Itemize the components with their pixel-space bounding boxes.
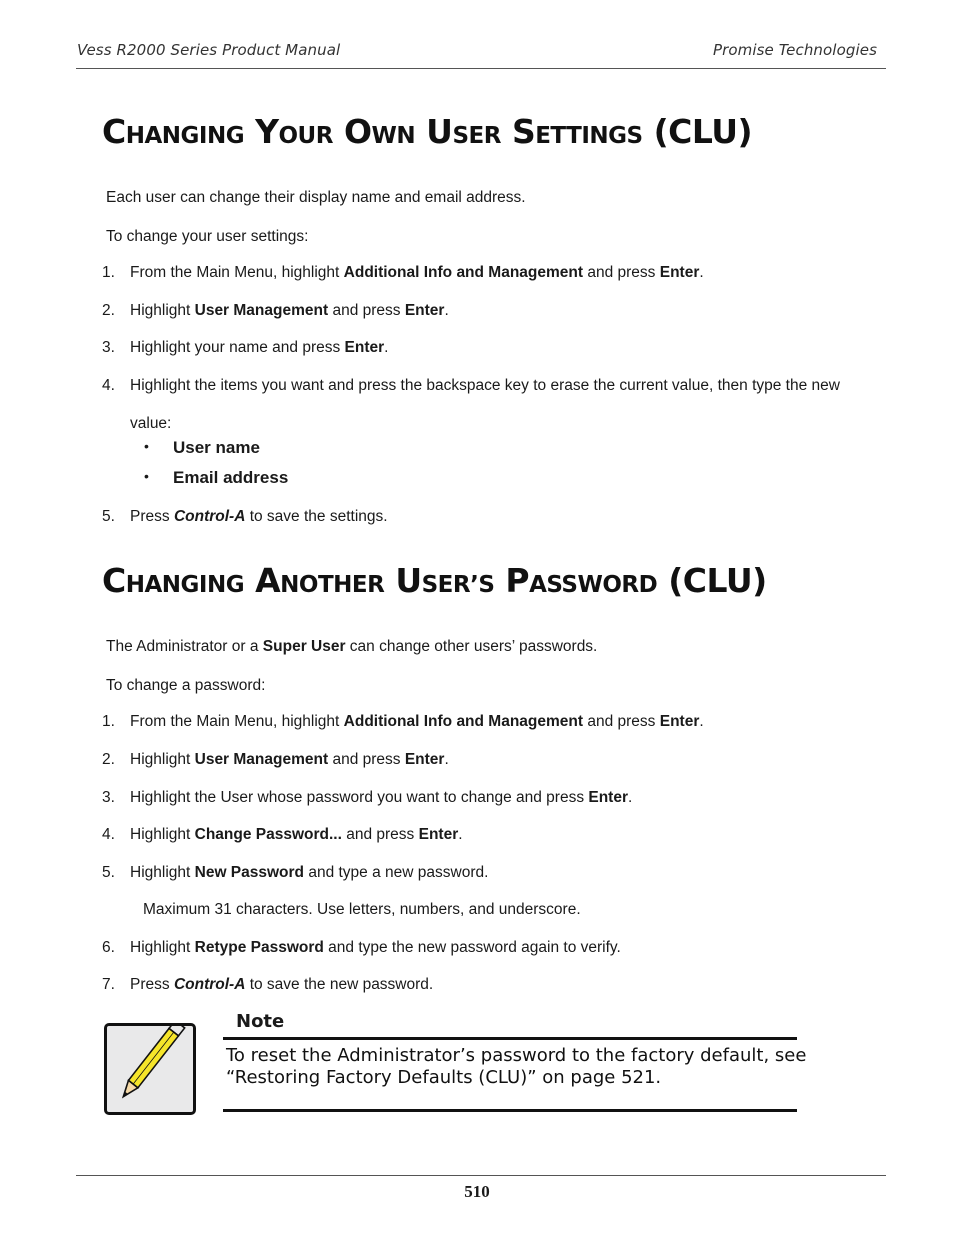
running-header-title: Vess R2000 Series Product Manual: [77, 41, 341, 59]
note-title: Note: [236, 1011, 285, 1032]
note-bottom-rule: [223, 1109, 797, 1112]
step-5-detail: Maximum 31 characters. Use letters, numbers, and underscore.: [143, 901, 581, 918]
step-1: 1. From the Main Menu, highlight Additional Info and Management and press Enter.: [102, 264, 704, 281]
page-number: 510: [464, 1182, 490, 1201]
footer-rule: [76, 1175, 886, 1176]
section-title-own-settings: CHANGING YOUR OWN USER SETTINGS (CLU): [102, 112, 753, 151]
step-4: 4. Highlight the items you want and press the backspace key to erase the current value, then type the new: [102, 377, 840, 394]
step-7: 7. Press Control-A to save the new password.: [102, 976, 434, 993]
step-2: 2. Highlight User Management and press Enter.: [102, 751, 449, 768]
lead-paragraph: To change your user settings:: [106, 228, 309, 245]
note-body: [226, 1045, 806, 1089]
header-rule: [76, 68, 886, 69]
intro-paragraph: Each user can change their display name and email address.: [106, 189, 526, 206]
lead-paragraph-2: To change a password:: [106, 677, 266, 694]
step-6: 6. Highlight Retype Password and type the new password again to verify.: [102, 939, 621, 956]
step-3: 3. Highlight your name and press Enter.: [102, 339, 389, 356]
bullet-user-name: • User name: [144, 438, 260, 457]
step-2: 2. Highlight User Management and press Enter.: [102, 302, 449, 319]
step-3: 3. Highlight the User whose password you want to change and press Enter.: [102, 789, 633, 806]
step-4-continuation: value:: [130, 415, 172, 432]
note-top-rule: [223, 1037, 797, 1040]
intro-paragraph-2: The Administrator or a Super User can change other users’ passwords.: [106, 638, 598, 655]
step-5: 5. Highlight New Password and type a new password.: [102, 864, 489, 881]
running-header-company: Promise Technologies: [712, 41, 877, 59]
step-5: 5. Press Control-A to save the settings.: [102, 508, 388, 525]
pencil-icon: [107, 1026, 193, 1112]
bullet-email-address: • Email address: [144, 468, 289, 487]
step-1: 1. From the Main Menu, highlight Additional Info and Management and press Enter.: [102, 713, 704, 730]
note-line-1: To reset the Administrator’s password to the factory default, see: [226, 1045, 807, 1066]
note-icon-box: [104, 1023, 196, 1115]
step-4: 4. Highlight Change Password... and press Enter.: [102, 826, 463, 843]
note-line-2: “Restoring Factory Defaults (CLU)” on page 521.: [226, 1067, 662, 1088]
section-title-another-password: CHANGING ANOTHER USER’S PASSWORD (CLU): [102, 561, 767, 600]
